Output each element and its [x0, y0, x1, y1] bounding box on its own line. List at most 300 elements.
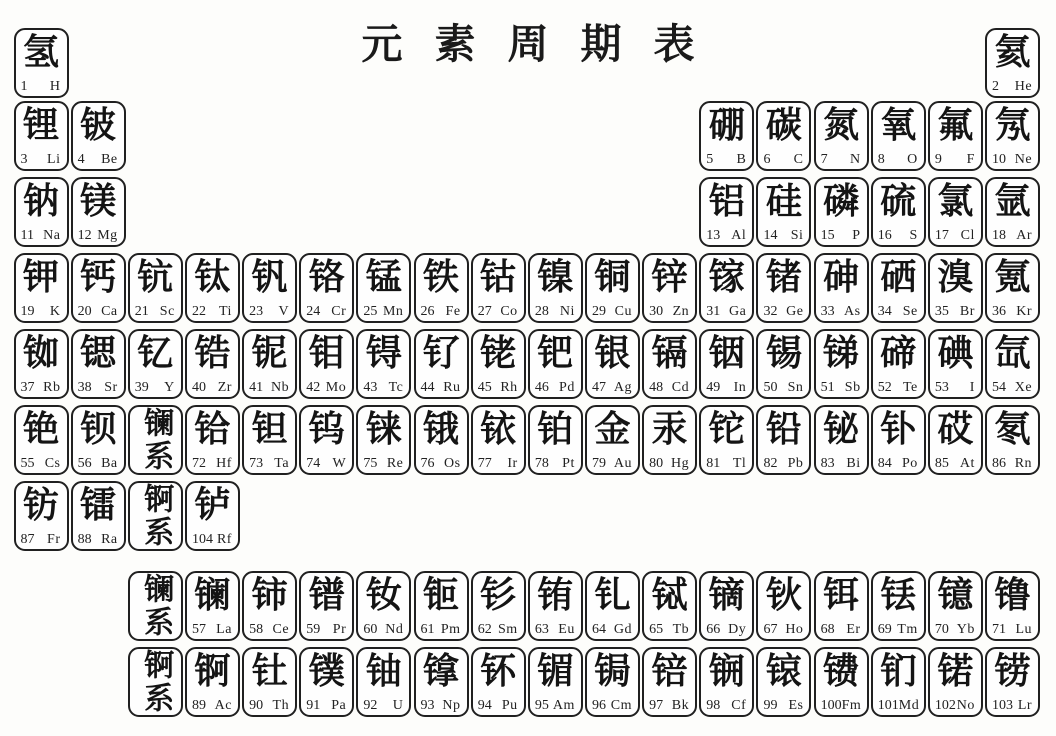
element-cell-Ir: [471, 405, 526, 475]
atomic-number: 43: [363, 380, 378, 395]
element-symbol: S: [909, 228, 918, 243]
element-symbol: Zn: [672, 304, 690, 319]
atomic-number: 41: [249, 380, 264, 395]
element-name-zh: 𬬻: [194, 485, 231, 525]
element-symbol: Pb: [787, 456, 804, 471]
element-name-zh: 钋: [880, 409, 917, 449]
element-symbol: Cm: [610, 698, 632, 713]
element-numline: [192, 532, 232, 548]
element-cell-At: [928, 405, 983, 475]
element-numline: [649, 380, 689, 396]
element-symbol: Te: [902, 380, 918, 395]
element-symbol: Na: [43, 228, 61, 243]
element-cell-Si: [756, 177, 811, 247]
atomic-number: 103: [992, 698, 1014, 713]
element-numline: [706, 698, 746, 714]
atomic-number: 17: [934, 228, 949, 243]
element-symbol: Kr: [1016, 304, 1033, 319]
atomic-number: 58: [249, 622, 264, 637]
element-numline: [592, 698, 632, 714]
element-cell-Er: [814, 571, 869, 641]
element-numline: [592, 304, 632, 320]
atomic-number: 46: [534, 380, 549, 395]
element-symbol: Pd: [559, 380, 575, 395]
atomic-number: 10: [992, 152, 1007, 167]
element-cell-Tm: [871, 571, 926, 641]
element-numline: [363, 622, 403, 638]
element-name-zh: 锰: [365, 257, 402, 297]
atomic-number: 35: [934, 304, 949, 319]
atomic-number: 97: [649, 698, 664, 713]
atomic-number: 54: [992, 380, 1007, 395]
element-numline: [992, 152, 1032, 168]
element-name-zh: 汞: [651, 409, 688, 449]
atomic-number: 24: [306, 304, 321, 319]
atomic-number: 57: [191, 622, 206, 637]
atomic-number: 18: [992, 228, 1007, 243]
element-name-zh: 铷: [22, 333, 59, 373]
element-name-zh: 钷: [423, 575, 460, 615]
element-name-zh: 锗: [765, 257, 802, 297]
element-name-zh: 钫: [22, 485, 59, 525]
element-symbol: Fr: [47, 532, 61, 547]
element-numline: [249, 380, 289, 396]
element-cell-Zn: [642, 253, 697, 323]
element-numline: [78, 380, 118, 396]
element-name-zh: 氪: [994, 257, 1031, 297]
atomic-number: 75: [363, 456, 378, 471]
element-name-zh: 铹: [994, 651, 1031, 691]
element-numline: [649, 456, 689, 472]
element-symbol: Be: [101, 152, 118, 167]
element-cell-Ti: [185, 253, 240, 323]
element-numline: [878, 456, 918, 472]
element-symbol: Hg: [671, 456, 690, 471]
element-symbol: P: [852, 228, 861, 243]
element-symbol: Ir: [507, 456, 518, 471]
element-name-zh: 铽: [651, 575, 688, 615]
atomic-number: 95: [534, 698, 549, 713]
element-numline: [935, 304, 975, 320]
element-symbol: Am: [552, 698, 575, 713]
element-cell-Pr: [299, 571, 354, 641]
element-name-zh: 镁: [80, 181, 117, 221]
atomic-number: 100: [820, 698, 842, 713]
element-symbol: Po: [901, 456, 918, 471]
element-name-zh: 钴: [480, 257, 517, 297]
element-cell-H: [14, 28, 69, 98]
element-symbol: Rn: [1014, 456, 1033, 471]
element-name-zh: 铊: [708, 409, 745, 449]
element-symbol: Np: [442, 698, 461, 713]
element-numline: [935, 456, 975, 472]
atomic-number: 40: [191, 380, 206, 395]
element-symbol: Se: [902, 304, 918, 319]
atomic-number: 45: [477, 380, 492, 395]
atomic-number: 74: [306, 456, 321, 471]
atomic-number: 34: [877, 304, 892, 319]
element-symbol: Fe: [445, 304, 461, 319]
element-numline: [306, 622, 346, 638]
atomic-number: 47: [592, 380, 606, 395]
element-name-zh: 钐: [480, 575, 517, 615]
element-symbol: Rf: [216, 532, 232, 547]
element-symbol: Tm: [897, 622, 918, 637]
atomic-number: 68: [820, 622, 835, 637]
element-numline: [992, 79, 1032, 95]
element-numline: [21, 304, 61, 320]
element-name-zh: 砹: [937, 409, 974, 449]
element-cell-Sc: [128, 253, 183, 323]
element-numline: [649, 698, 689, 714]
element-symbol: Ac: [214, 698, 232, 713]
element-name-zh: 碳: [765, 105, 802, 145]
element-cell-Sb: [814, 329, 869, 399]
element-name-zh: 硫: [880, 181, 917, 221]
element-symbol: Eu: [558, 622, 575, 637]
element-numline: [78, 304, 118, 320]
element-name-zh: 铝: [708, 181, 745, 221]
element-name-zh: 铒: [823, 575, 860, 615]
element-name-zh: 磷: [823, 181, 860, 221]
element-cell-Ce: [242, 571, 297, 641]
element-numline: [763, 228, 803, 244]
element-symbol: H: [49, 79, 61, 94]
element-cell-Th: [242, 647, 297, 717]
element-numline: [706, 622, 746, 638]
element-symbol: Si: [790, 228, 804, 243]
element-symbol: N: [849, 152, 861, 167]
element-cell-Sm: [471, 571, 526, 641]
element-numline: [363, 304, 403, 320]
element-cell-Mn: [356, 253, 411, 323]
element-numline: [821, 380, 861, 396]
element-name-zh: 氦: [994, 32, 1031, 72]
atomic-number: 13: [706, 228, 721, 243]
element-symbol: Cu: [614, 304, 632, 319]
element-numline: [592, 622, 632, 638]
element-cell-Kr: [985, 253, 1040, 323]
element-numline: [706, 152, 746, 168]
atomic-number: 67: [763, 622, 778, 637]
element-name-zh: 钚: [480, 651, 517, 691]
element-cell-F: [928, 101, 983, 171]
element-symbol: Mn: [382, 304, 404, 319]
element-name-zh: 铯: [22, 409, 59, 449]
element-numline: [992, 622, 1032, 638]
atomic-number: 92: [363, 698, 378, 713]
element-cell-W: [299, 405, 354, 475]
element-symbol: Ga: [728, 304, 747, 319]
series-label-cell: [128, 481, 183, 551]
element-name-zh: 镝: [708, 575, 745, 615]
element-numline: [192, 698, 232, 714]
element-numline: [21, 79, 61, 95]
element-cell-Cm: [585, 647, 640, 717]
element-name-zh: 锂: [22, 105, 59, 145]
element-symbol: Cs: [44, 456, 61, 471]
atomic-number: 72: [191, 456, 206, 471]
atomic-number: 50: [763, 380, 778, 395]
element-name-zh: 钪: [137, 257, 174, 297]
atomic-number: 33: [820, 304, 835, 319]
element-numline: [78, 532, 118, 548]
element-numline: [878, 622, 918, 638]
element-symbol: At: [959, 456, 975, 471]
atomic-number: 62: [477, 622, 492, 637]
element-name-zh: 氢: [22, 32, 59, 72]
element-numline: [535, 380, 575, 396]
element-numline: [306, 456, 346, 472]
element-numline: [992, 228, 1032, 244]
element-name-zh: 锕: [194, 651, 231, 691]
element-numline: [935, 380, 975, 396]
element-numline: [78, 456, 118, 472]
element-cell-Tc: [356, 329, 411, 399]
element-cell-Be: [71, 101, 126, 171]
atomic-number: 71: [992, 622, 1007, 637]
element-numline: [249, 698, 289, 714]
element-symbol: Er: [846, 622, 861, 637]
atomic-number: 83: [820, 456, 835, 471]
element-cell-Lr: [985, 647, 1040, 717]
atomic-number: 5: [706, 152, 714, 167]
element-name-zh: 钔: [880, 651, 917, 691]
atomic-number: 84: [877, 456, 892, 471]
element-cell-Pt: [528, 405, 583, 475]
element-numline: [763, 698, 803, 714]
element-name-zh: 氮: [823, 105, 860, 145]
element-name-zh: 硼: [708, 105, 745, 145]
element-symbol: Pu: [501, 698, 518, 713]
element-name-zh: 锡: [765, 333, 802, 373]
element-cell-Fe: [414, 253, 469, 323]
element-numline: [992, 698, 1032, 714]
element-cell-U: [356, 647, 411, 717]
element-numline: [535, 698, 575, 714]
element-symbol: Li: [47, 152, 61, 167]
element-name-zh: 铑: [480, 333, 517, 373]
element-numline: [363, 380, 403, 396]
element-name-zh: 铕: [537, 575, 574, 615]
element-name-zh: 钆: [594, 575, 631, 615]
element-numline: [421, 698, 461, 714]
atomic-number: 90: [249, 698, 264, 713]
element-numline: [878, 304, 918, 320]
element-name-zh: 镱: [937, 575, 974, 615]
element-symbol: Pm: [440, 622, 461, 637]
element-cell-V: [242, 253, 297, 323]
element-numline: [706, 456, 746, 472]
element-numline: [21, 380, 61, 396]
element-name-zh: 砷: [823, 257, 860, 297]
atomic-number: 86: [992, 456, 1007, 471]
element-numline: [192, 456, 232, 472]
element-cell-Pd: [528, 329, 583, 399]
element-symbol: Cf: [731, 698, 747, 713]
atomic-number: 25: [363, 304, 378, 319]
element-symbol: Sb: [844, 380, 861, 395]
element-numline: [821, 456, 861, 472]
element-cell-Cd: [642, 329, 697, 399]
element-cell-Pm: [414, 571, 469, 641]
element-cell-Ba: [71, 405, 126, 475]
element-name-zh: 钾: [22, 257, 59, 297]
element-cell-Ge: [756, 253, 811, 323]
element-symbol: Ce: [272, 622, 290, 637]
atomic-number: 9: [934, 152, 942, 167]
element-cell-In: [699, 329, 754, 399]
atomic-number: 87: [20, 532, 35, 547]
element-numline: [706, 380, 746, 396]
element-name-zh: 铁: [423, 257, 460, 297]
atomic-number: 44: [420, 380, 435, 395]
element-cell-Ga: [699, 253, 754, 323]
element-cell-Es: [756, 647, 811, 717]
element-name-zh: 铌: [251, 333, 288, 373]
element-name-zh: 硒: [880, 257, 917, 297]
element-numline: [992, 380, 1032, 396]
element-cell-Sn: [756, 329, 811, 399]
element-symbol: He: [1014, 79, 1033, 94]
element-cell-Hg: [642, 405, 697, 475]
atomic-number: 4: [77, 152, 85, 167]
page-title: 元素周期表: [361, 21, 727, 67]
element-symbol: Rh: [500, 380, 518, 395]
element-cell-No: [928, 647, 983, 717]
atomic-number: 11: [20, 228, 34, 243]
element-cell-La: [185, 571, 240, 641]
element-symbol: Pr: [332, 622, 347, 637]
atomic-number: 6: [763, 152, 771, 167]
element-cell-Fm: [814, 647, 869, 717]
element-name-zh: 铅: [765, 409, 802, 449]
element-cell-Ta: [242, 405, 297, 475]
element-numline: [306, 304, 346, 320]
element-cell-Xe: [985, 329, 1040, 399]
element-numline: [649, 622, 689, 638]
element-numline: [935, 152, 975, 168]
element-symbol: Os: [443, 456, 461, 471]
atomic-number: 101: [877, 698, 899, 713]
element-name-zh: 铍: [80, 105, 117, 145]
element-cell-Mg: [71, 177, 126, 247]
series-label-cell: [128, 571, 183, 641]
element-symbol: Mg: [97, 228, 118, 243]
element-symbol: Co: [500, 304, 518, 319]
element-symbol: Y: [164, 380, 175, 395]
element-numline: [878, 698, 918, 714]
element-symbol: Ho: [785, 622, 804, 637]
element-symbol: Zr: [217, 380, 232, 395]
element-cell-Y: [128, 329, 183, 399]
element-symbol: F: [966, 152, 975, 167]
atomic-number: 16: [877, 228, 892, 243]
element-name-zh: 氟: [937, 105, 974, 145]
element-cell-Os: [414, 405, 469, 475]
element-name-zh: 钨: [308, 409, 345, 449]
element-numline: [763, 380, 803, 396]
element-symbol: Lr: [1017, 698, 1033, 713]
atomic-number: 12: [77, 228, 92, 243]
element-name-zh: 氡: [994, 409, 1031, 449]
atomic-number: 99: [763, 698, 778, 713]
element-numline: [649, 304, 689, 320]
atomic-number: 37: [20, 380, 35, 395]
element-cell-Re: [356, 405, 411, 475]
element-symbol: Yb: [956, 622, 975, 637]
element-numline: [306, 380, 346, 396]
element-numline: [763, 622, 803, 638]
element-cell-Au: [585, 405, 640, 475]
element-symbol: Ni: [559, 304, 575, 319]
atomic-number: 85: [934, 456, 949, 471]
series-label: 锕系: [139, 483, 173, 549]
element-name-zh: 银: [594, 333, 631, 373]
element-name-zh: 碲: [880, 333, 917, 373]
element-symbol: K: [49, 304, 61, 319]
element-cell-Yb: [928, 571, 983, 641]
element-cell-Np: [414, 647, 469, 717]
atomic-number: 104: [191, 532, 213, 547]
atomic-number: 55: [20, 456, 35, 471]
element-numline: [878, 152, 918, 168]
element-symbol: Bi: [846, 456, 861, 471]
atomic-number: 69: [877, 622, 892, 637]
element-symbol: Re: [386, 456, 404, 471]
element-name-zh: 锘: [937, 651, 974, 691]
element-symbol: Sc: [159, 304, 175, 319]
element-symbol: Ru: [443, 380, 461, 395]
element-cell-Ru: [414, 329, 469, 399]
atomic-number: 42: [306, 380, 321, 395]
element-symbol: Dy: [728, 622, 747, 637]
element-symbol: Cl: [960, 228, 975, 243]
element-cell-Dy: [699, 571, 754, 641]
element-symbol: Sm: [498, 622, 518, 637]
element-cell-As: [814, 253, 869, 323]
element-name-zh: 镅: [537, 651, 574, 691]
element-numline: [821, 622, 861, 638]
element-cell-K: [14, 253, 69, 323]
atomic-number: 8: [877, 152, 885, 167]
element-cell-Md: [871, 647, 926, 717]
element-symbol: Pa: [331, 698, 347, 713]
element-name-zh: 钼: [308, 333, 345, 373]
element-name-zh: 铪: [194, 409, 231, 449]
atomic-number: 30: [649, 304, 664, 319]
element-symbol: Tb: [672, 622, 690, 637]
atomic-number: 94: [477, 698, 492, 713]
element-cell-S: [871, 177, 926, 247]
element-numline: [21, 228, 61, 244]
atomic-number: 3: [20, 152, 28, 167]
element-symbol: Es: [788, 698, 804, 713]
element-cell-Ca: [71, 253, 126, 323]
element-symbol: Ra: [101, 532, 118, 547]
element-cell-Co: [471, 253, 526, 323]
element-numline: [763, 152, 803, 168]
element-name-zh: 钯: [537, 333, 574, 373]
element-numline: [21, 532, 61, 548]
element-name-zh: 铋: [823, 409, 860, 449]
atomic-number: 23: [249, 304, 264, 319]
element-name-zh: 铀: [365, 651, 402, 691]
atomic-number: 78: [534, 456, 549, 471]
element-name-zh: 碘: [937, 333, 974, 373]
element-name-zh: 镥: [994, 575, 1031, 615]
element-name-zh: 镤: [308, 651, 345, 691]
